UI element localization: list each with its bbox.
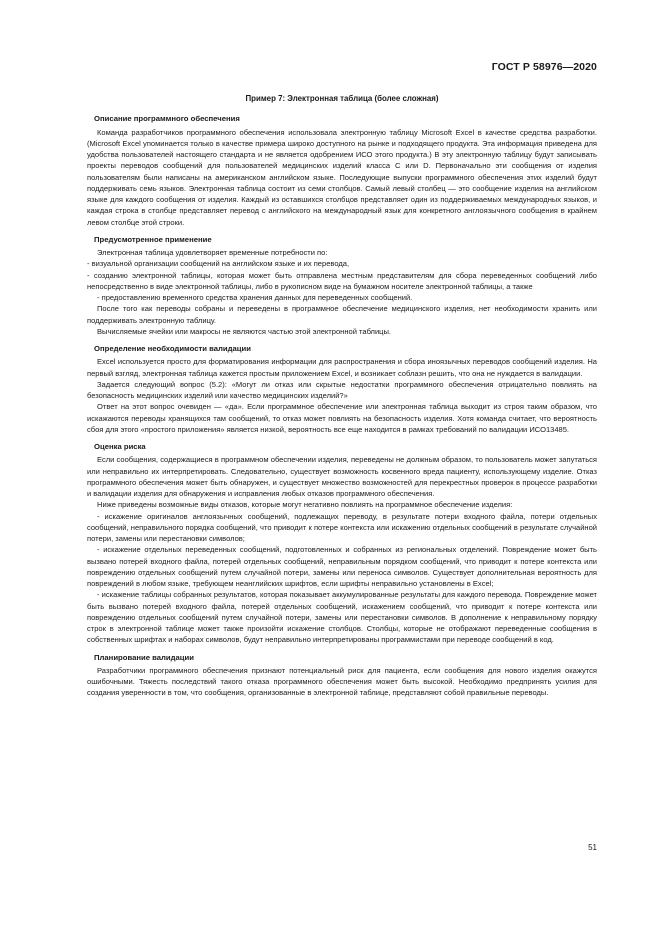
- document-body: [87, 93, 597, 699]
- list-item: - предоставлению временного средства хранения данных для переведенных сообщений.: [97, 293, 413, 302]
- heading-validation-need: Определение необходимости валидации: [94, 344, 251, 353]
- list-item: - созданию электронной таблицы, которая может быть отправлена местным представителям для сбора переведенных сообщений либо непосредственно в виде электронной таблицы, либо в рукописном виде на бумажном носителе электронной таблицы, а также: [87, 270, 597, 291]
- paragraph: Разработчики программного обеспечения признают потенциальный риск для пациента, если сообщения для нового изделия окажутся ошибочными. Тяжесть последствий такого отказа программного обеспечения может быть высокой. Необходимо предпринять усилия для создания уверенности в том, что сообщения, организованные в электронной таблице, представляют собой правильные переводы.: [87, 665, 597, 698]
- list-item: - визуальной организации сообщений на английском языке и их перевода,: [87, 259, 350, 269]
- heading-software-description: Описание программного обеспечения: [94, 114, 240, 124]
- heading-risk-assessment: Оценка риска: [94, 442, 146, 451]
- list-item: - искажение отдельных переведенных сообщений, подготовленных и собранных из региональных отделений. Повреждение может быть вызвано потерей входного файла, потерей отдельных сообщений, неправильным порядком сообщений, что приводит к потере контекста или повреждению отдельных сообщений путем случайной потери, замены или переноса символов. Существует дополнительная вероятность для повреждений в любом языке, требующем неанглийских шрифтов, если шрифты неправильно установлены в Excel;: [87, 545, 597, 588]
- paragraph: Если сообщения, содержащиеся в программном обеспечении изделия, переведены не должным образом, то пользователь может запутаться или неправильно их интерпретировать. Следовательно, существует возможность косвенного вреда пациенту, использующему изделие. Отказ программного обеспечения может быть обнаружен, и существует множество возможностей для перекрестных проверок в процессе разработки и валидации изделия для обнаружения и исправления любых отказов программного обеспечения.: [87, 455, 597, 498]
- list-item: - искажение оригиналов англоязычных сообщений, подлежащих переводу, в результате потери входного файла, потери отдельных сообщений, неправильного порядка сообщений, что приводит к потере контекста или искажению отдельных сообщений в результате случайной потери, замены или перестановки символов;: [87, 511, 597, 543]
- heading-intended-use: Предусмотренное применение: [94, 234, 212, 244]
- list-item: - искажение таблицы собранных результатов, которая показывает аккумулированные результаты для каждого перевода. Повреждение может быть вызвано потерей входного файла, потерей отдельных сообщений, искажением сообщений, что приводит к потере контекста или повреждению отдельных сообщений путем случайной потери, замены или перестановки символов. В дополнение к неправильному порядку строк в электронной таблице может также произойти искажение столбцов. Столбцы, которые не отображают переведенные сообщения в собственных шрифтах и наборах символов, будут неправильно интерпретированы программистами при переводе сообщений в код.: [87, 590, 597, 645]
- heading-validation-planning: Планирование валидации: [94, 652, 194, 662]
- paragraph: Ответ на этот вопрос очевиден — «да». Если программное обеспечение или электронная таблица выходит из строя таким образом, что искажаются переводы хранящихся там сообщений, то отказ может повлиять на безопасность изделия. Хотя команда считает, что вероятность сбоя для этого «простого приложения» является низкой, вероятность все еще находится в рамках требований по валидации ИСО13485.: [87, 402, 597, 434]
- paragraph: Ниже приведены возможные виды отказов, которые могут негативно повлиять на программное обеспечение изделия:: [97, 500, 513, 510]
- paragraph: Задается следующий вопрос (5.2): «Могут ли отказ или скрытые недостатки программного обеспечения отрицательно повлиять на безопасность медицинских изделий или качество медицинских изделий?»: [87, 379, 597, 400]
- page-number: 51: [588, 843, 597, 852]
- standard-designation: ГОСТ Р 58976—2020: [491, 61, 597, 73]
- paragraph: Электронная таблица удовлетворяет временные потребности по:: [97, 248, 328, 257]
- paragraph: Excel используется просто для форматирования информации для распространения и сбора иноязычных переводов сообщений изделия. На первый взгляд, электронная таблица кажется простым приложением Excel, и возникает соблазн решить, что она не нуждается в валидации.: [87, 357, 597, 378]
- paragraph: Команда разработчиков программного обеспечения использовала электронную таблицу Microsoft Excel в качестве средства разработки. (Microsoft Excel упоминается только в качестве примера широко доступного на рынке и подходящего продукта. Эта информация приведена для удобства пользователей настоящего стандарта и не является одобрением ИСО этого продукта.) В эту электронную таблицу будут записывать проекты переводов сообщений для пользователей медицинских изделий класса C или D. Первоначально эти сообщения от изделия пользователям были написаны на американском английском языке. Последующие выпуски программного обеспечения этих изделий будут поддерживать семь языков. Электронная таблица состоит из семи столбцов. Самый левый столбец — это сообщение изделия на английском языке для каждого сообщения от изделия. Каждый из оставшихся столбцов представляет один из поддерживаемых международных языков, и каждая строка в столбце представляет перевод с английского на международный язык для конкретного англоязычного сообщения в крайнем левом столбце этой строки.: [87, 127, 597, 227]
- paragraph: После того как переводы собраны и переведены в программное обеспечение медицинского изделия, нет необходимости хранить или поддерживать электронную таблицу.: [87, 304, 597, 325]
- example-title: Пример 7: Электронная таблица (более сложная): [245, 94, 439, 103]
- paragraph: Вычисляемые ячейки или макросы не являются частью этой электронной таблицы.: [97, 326, 392, 336]
